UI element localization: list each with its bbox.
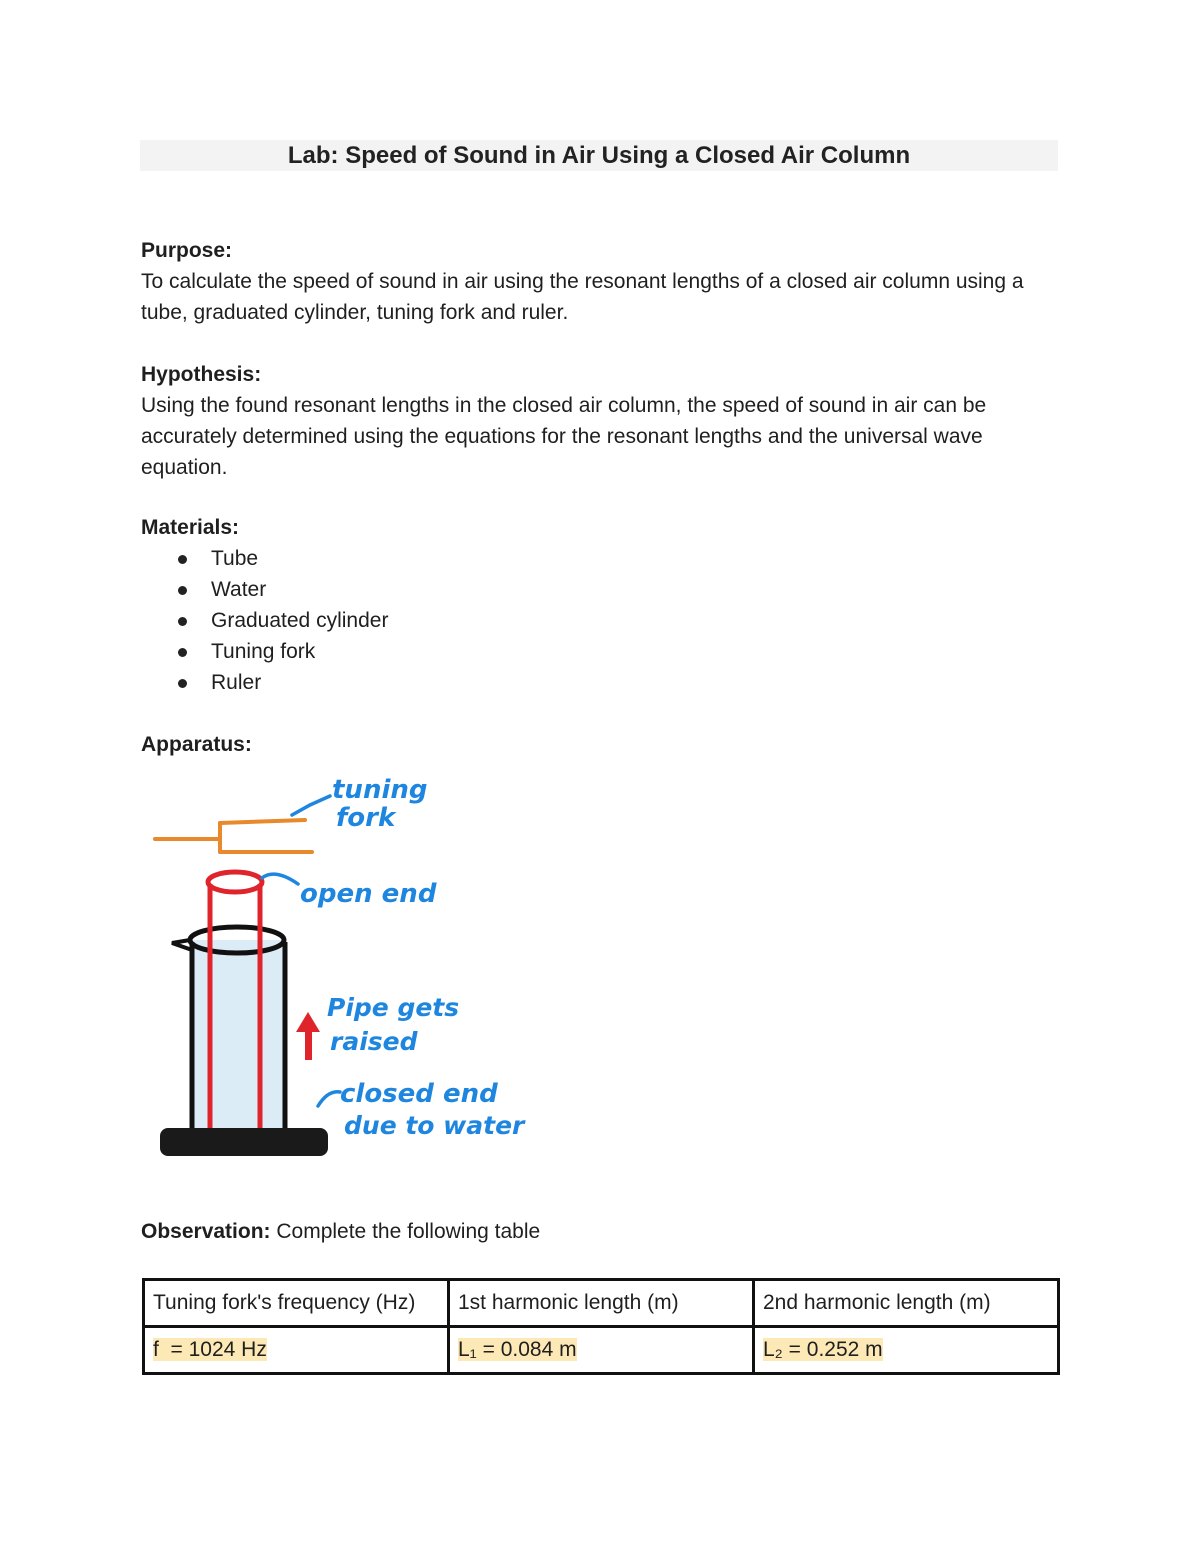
pointer-arrow-icon (318, 1092, 340, 1106)
list-item: Ruler (141, 667, 1061, 698)
cylinder-base (160, 1128, 328, 1156)
apparatus-heading: Apparatus: (141, 733, 252, 756)
table-cell (449, 1327, 754, 1374)
hypothesis-heading: Hypothesis: (141, 363, 262, 386)
purpose-section (141, 235, 1061, 328)
materials-section (141, 512, 1061, 698)
frequency-value: f = 1024 Hz (153, 1338, 267, 1361)
list-item: Tube (141, 543, 1061, 574)
purpose-text: To calculate the speed of sound in air using the resonant lengths of a closed air column using a tube, graduated cylinder, tuning fork and ruler. (141, 270, 1024, 324)
observation-text: Complete the following table (270, 1220, 541, 1243)
label-fork: fork (336, 803, 396, 833)
table-cell (754, 1327, 1059, 1374)
second-harmonic-value: L₂ = 0.252 m (763, 1338, 883, 1361)
hypothesis-section (141, 359, 1061, 483)
hypothesis-text: Using the found resonant lengths in the closed air column, the speed of sound in air can be accurately determined using the equations for the resonant lengths and the universal wave equation. (141, 394, 987, 479)
first-harmonic-value: L₁ = 0.084 m (458, 1338, 577, 1361)
table-header-cell: 1st harmonic length (m) (449, 1280, 754, 1327)
purpose-heading: Purpose: (141, 239, 233, 262)
observation-section (141, 1216, 1061, 1247)
table-header-row (144, 1280, 1059, 1327)
graduated-cylinder-sketch (172, 927, 285, 1135)
document-title: Lab: Speed of Sound in Air Using a Closed Air Column (140, 140, 1058, 171)
table-row (144, 1327, 1059, 1374)
label-tuning: tuning (332, 775, 428, 805)
list-item: Graduated cylinder (141, 605, 1061, 636)
label-closed-end: closed end (340, 1079, 498, 1109)
pointer-arrow-icon (262, 874, 298, 884)
pointer-arrow-icon (292, 796, 330, 815)
label-due-to-water: due to water (344, 1111, 525, 1140)
apparatus-drawing (140, 760, 560, 1170)
label-pipe-gets: Pipe gets (327, 993, 460, 1022)
observation-heading: Observation: (141, 1220, 271, 1243)
list-item: Water (141, 574, 1061, 605)
label-open-end: open end (300, 879, 437, 909)
table-header-cell: 2nd harmonic length (m) (754, 1280, 1059, 1327)
observation-table (142, 1278, 1060, 1375)
materials-list (141, 543, 1061, 698)
table-cell (144, 1327, 449, 1374)
list-item: Tuning fork (141, 636, 1061, 667)
tuning-fork-sketch (155, 820, 312, 852)
table-header-cell: Tuning fork's frequency (Hz) (144, 1280, 449, 1327)
label-raised: raised (330, 1027, 418, 1056)
materials-heading: Materials: (141, 516, 240, 539)
arrow-up-icon (296, 1012, 320, 1060)
